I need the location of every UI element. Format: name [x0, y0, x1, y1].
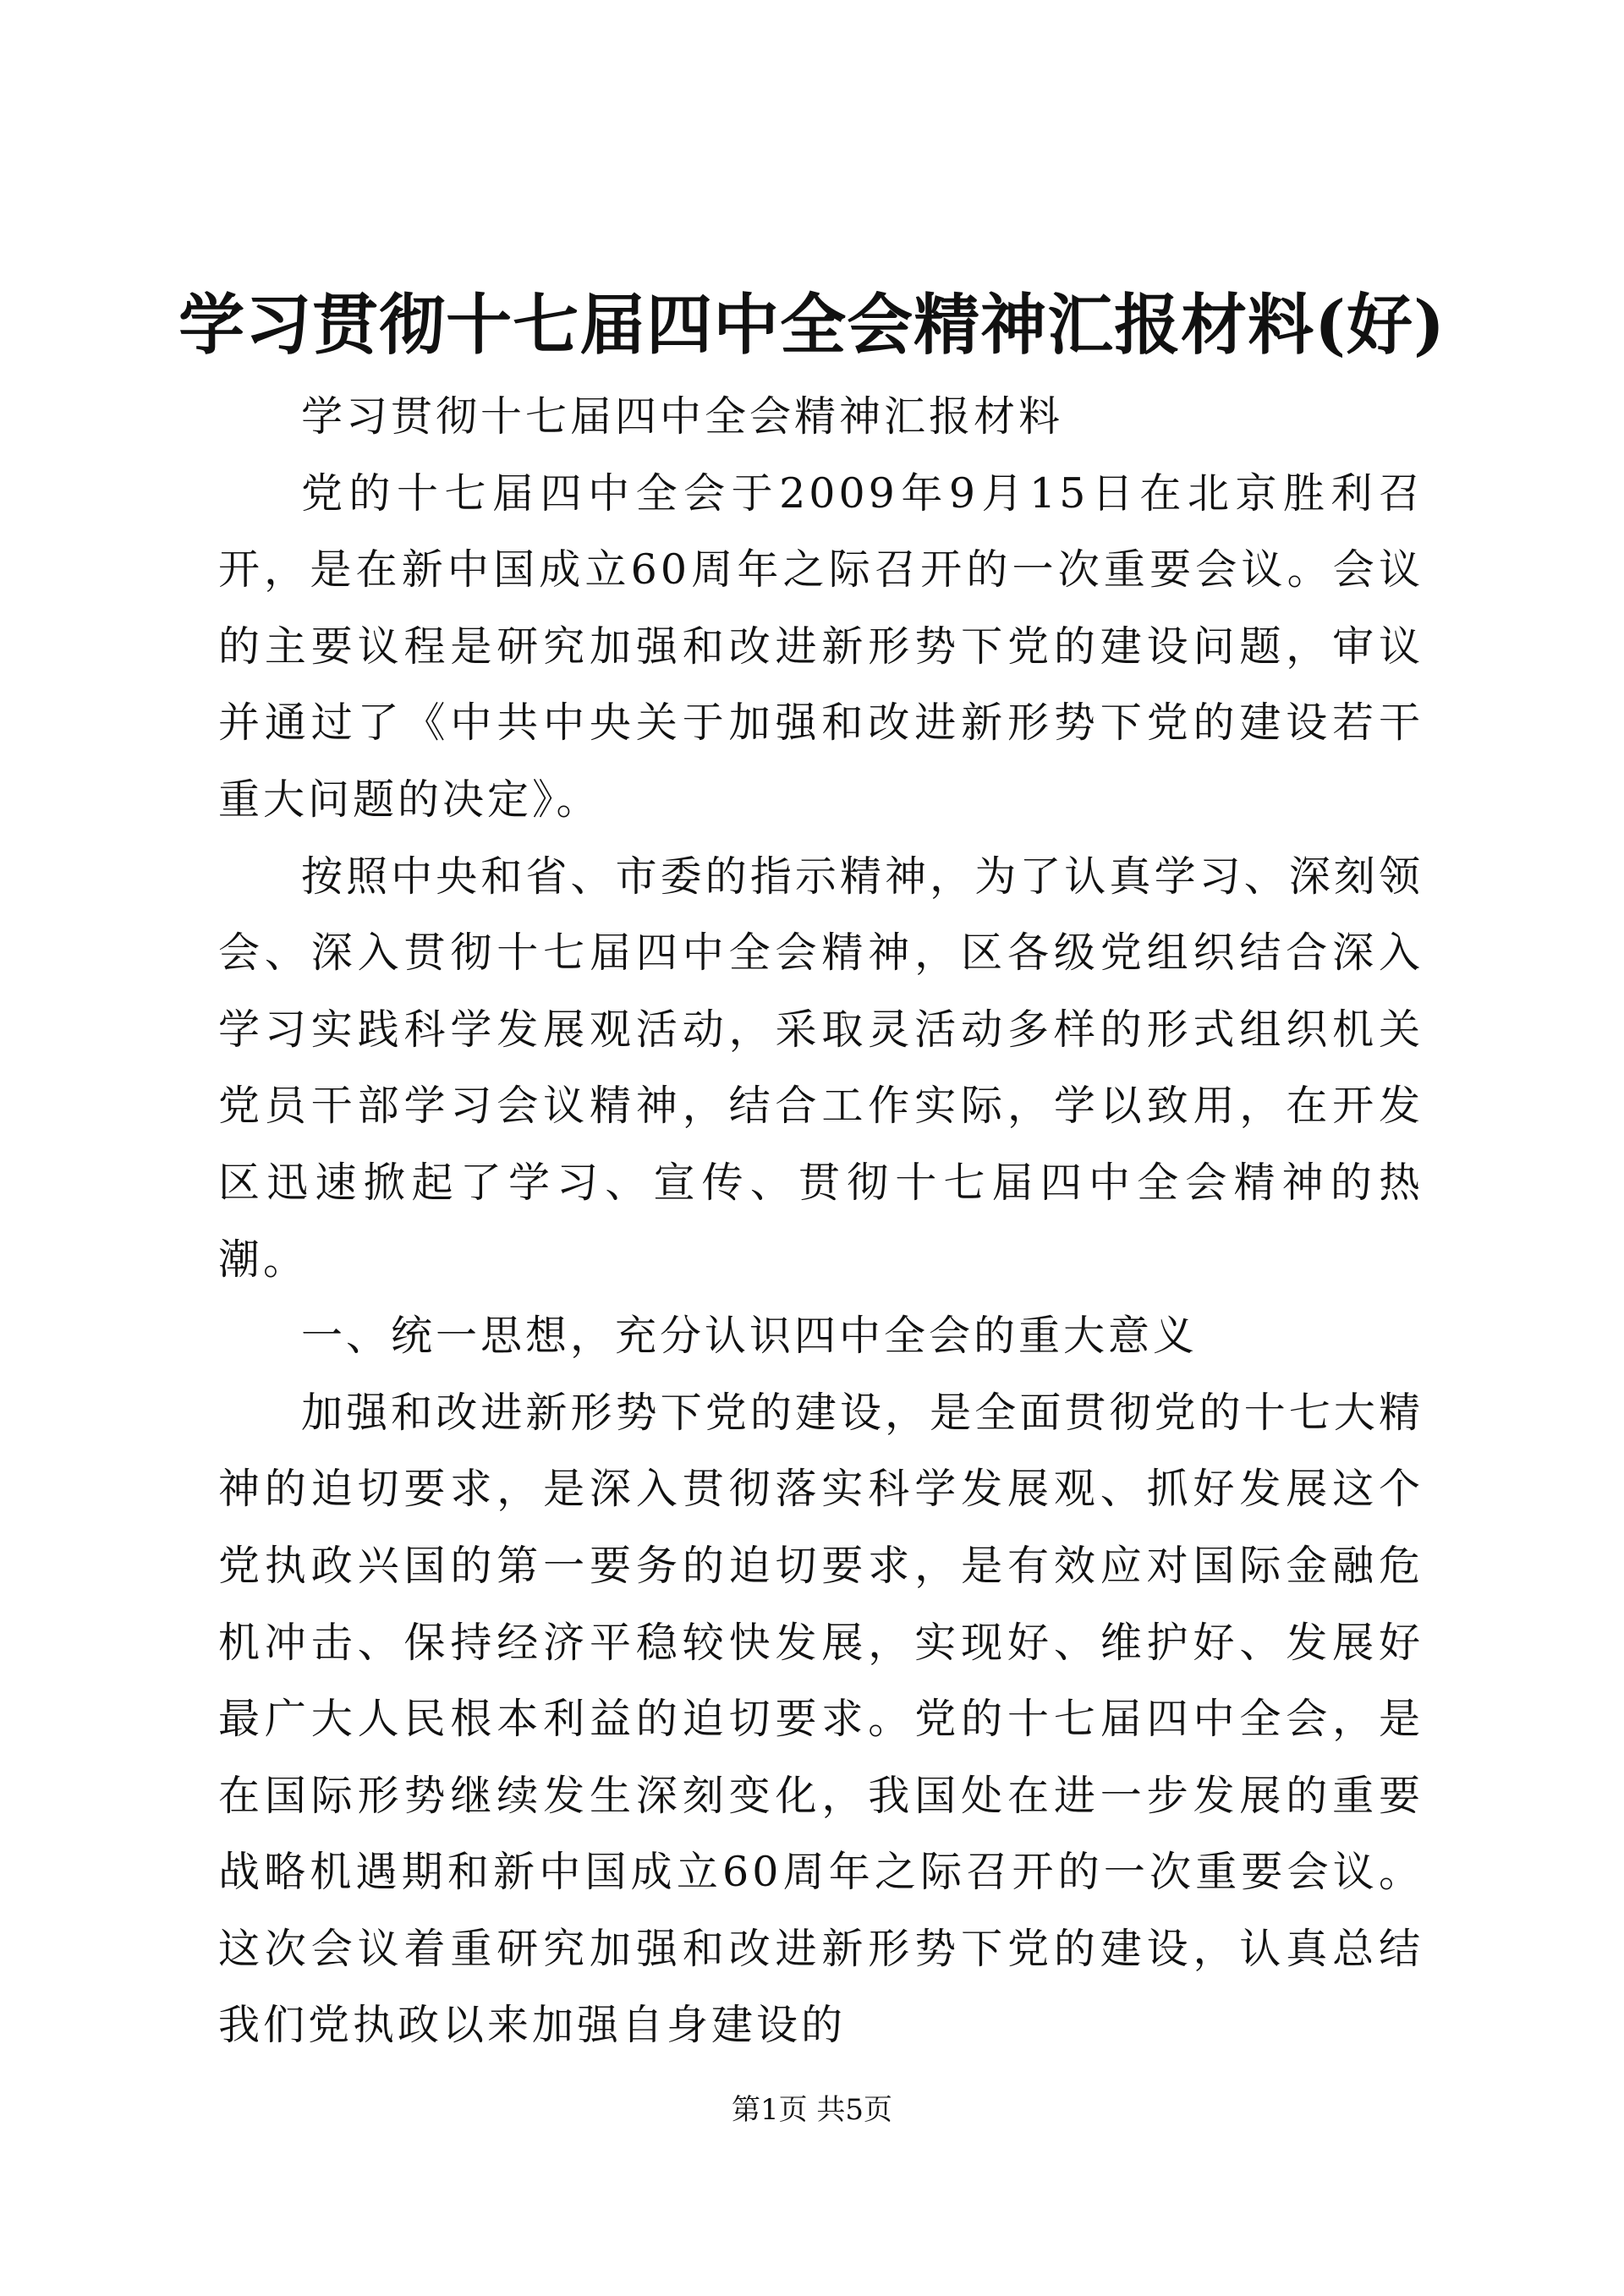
body-paragraph: 按照中央和省、市委的指示精神，为了认真学习、深刻领会、深入贯彻十七届四中全会精神，区各级党组织结合深入学习实践科学发展观活动，采取灵活动多样的形式组织机关党员干部学习会议精神，结合工作实际，学以致用，在开发区迅速掀起了学习、宣传、贯彻十七届四中全会精神的热潮。 — [218, 852, 1424, 1284]
body-paragraph: 加强和改进新形势下党的建设，是全面贯彻党的十七大精神的迫切要求，是深入贯彻落实科学发展观、抓好发展这个党执政兴国的第一要务的迫切要求，是有效应对国际金融危机冲击、保持经济平稳较快发展，实现好、维护好、发展好最广大人民根本利益的迫切要求。党的十七届四中全会，是在国际形势继续发生深刻变化，我国处在进一步发展的重要战略机遇期和新中国成立60周年之际召开的一次重要会议。这次会议着重研究加强和改进新形势下党的建设，认真总结我们党执政以来加强自身建设的 — [218, 1388, 1424, 2050]
document-title: 学习贯彻十七届四中全会精神汇报材料(好) — [178, 287, 1446, 364]
body-paragraph: 党的十七届四中全会于2009年9月15日在北京胜利召开，是在新中国成立60周年之际召开的一次重要会议。会议的主要议程是研究加强和改进新形势下党的建设问题，审议并通过了《中共中央关于加强和改进新形势下党的建设若干重大问题的决定》。 — [218, 469, 1424, 824]
page-number: 第1页 共5页 — [731, 2093, 893, 2127]
section-heading: 一、统一思想，充分认识四中全会的重大意义 — [301, 1312, 1199, 1361]
document-body — [218, 379, 1424, 2064]
subtitle-paragraph: 学习贯彻十七届四中全会精神汇报材料 — [301, 392, 1064, 441]
